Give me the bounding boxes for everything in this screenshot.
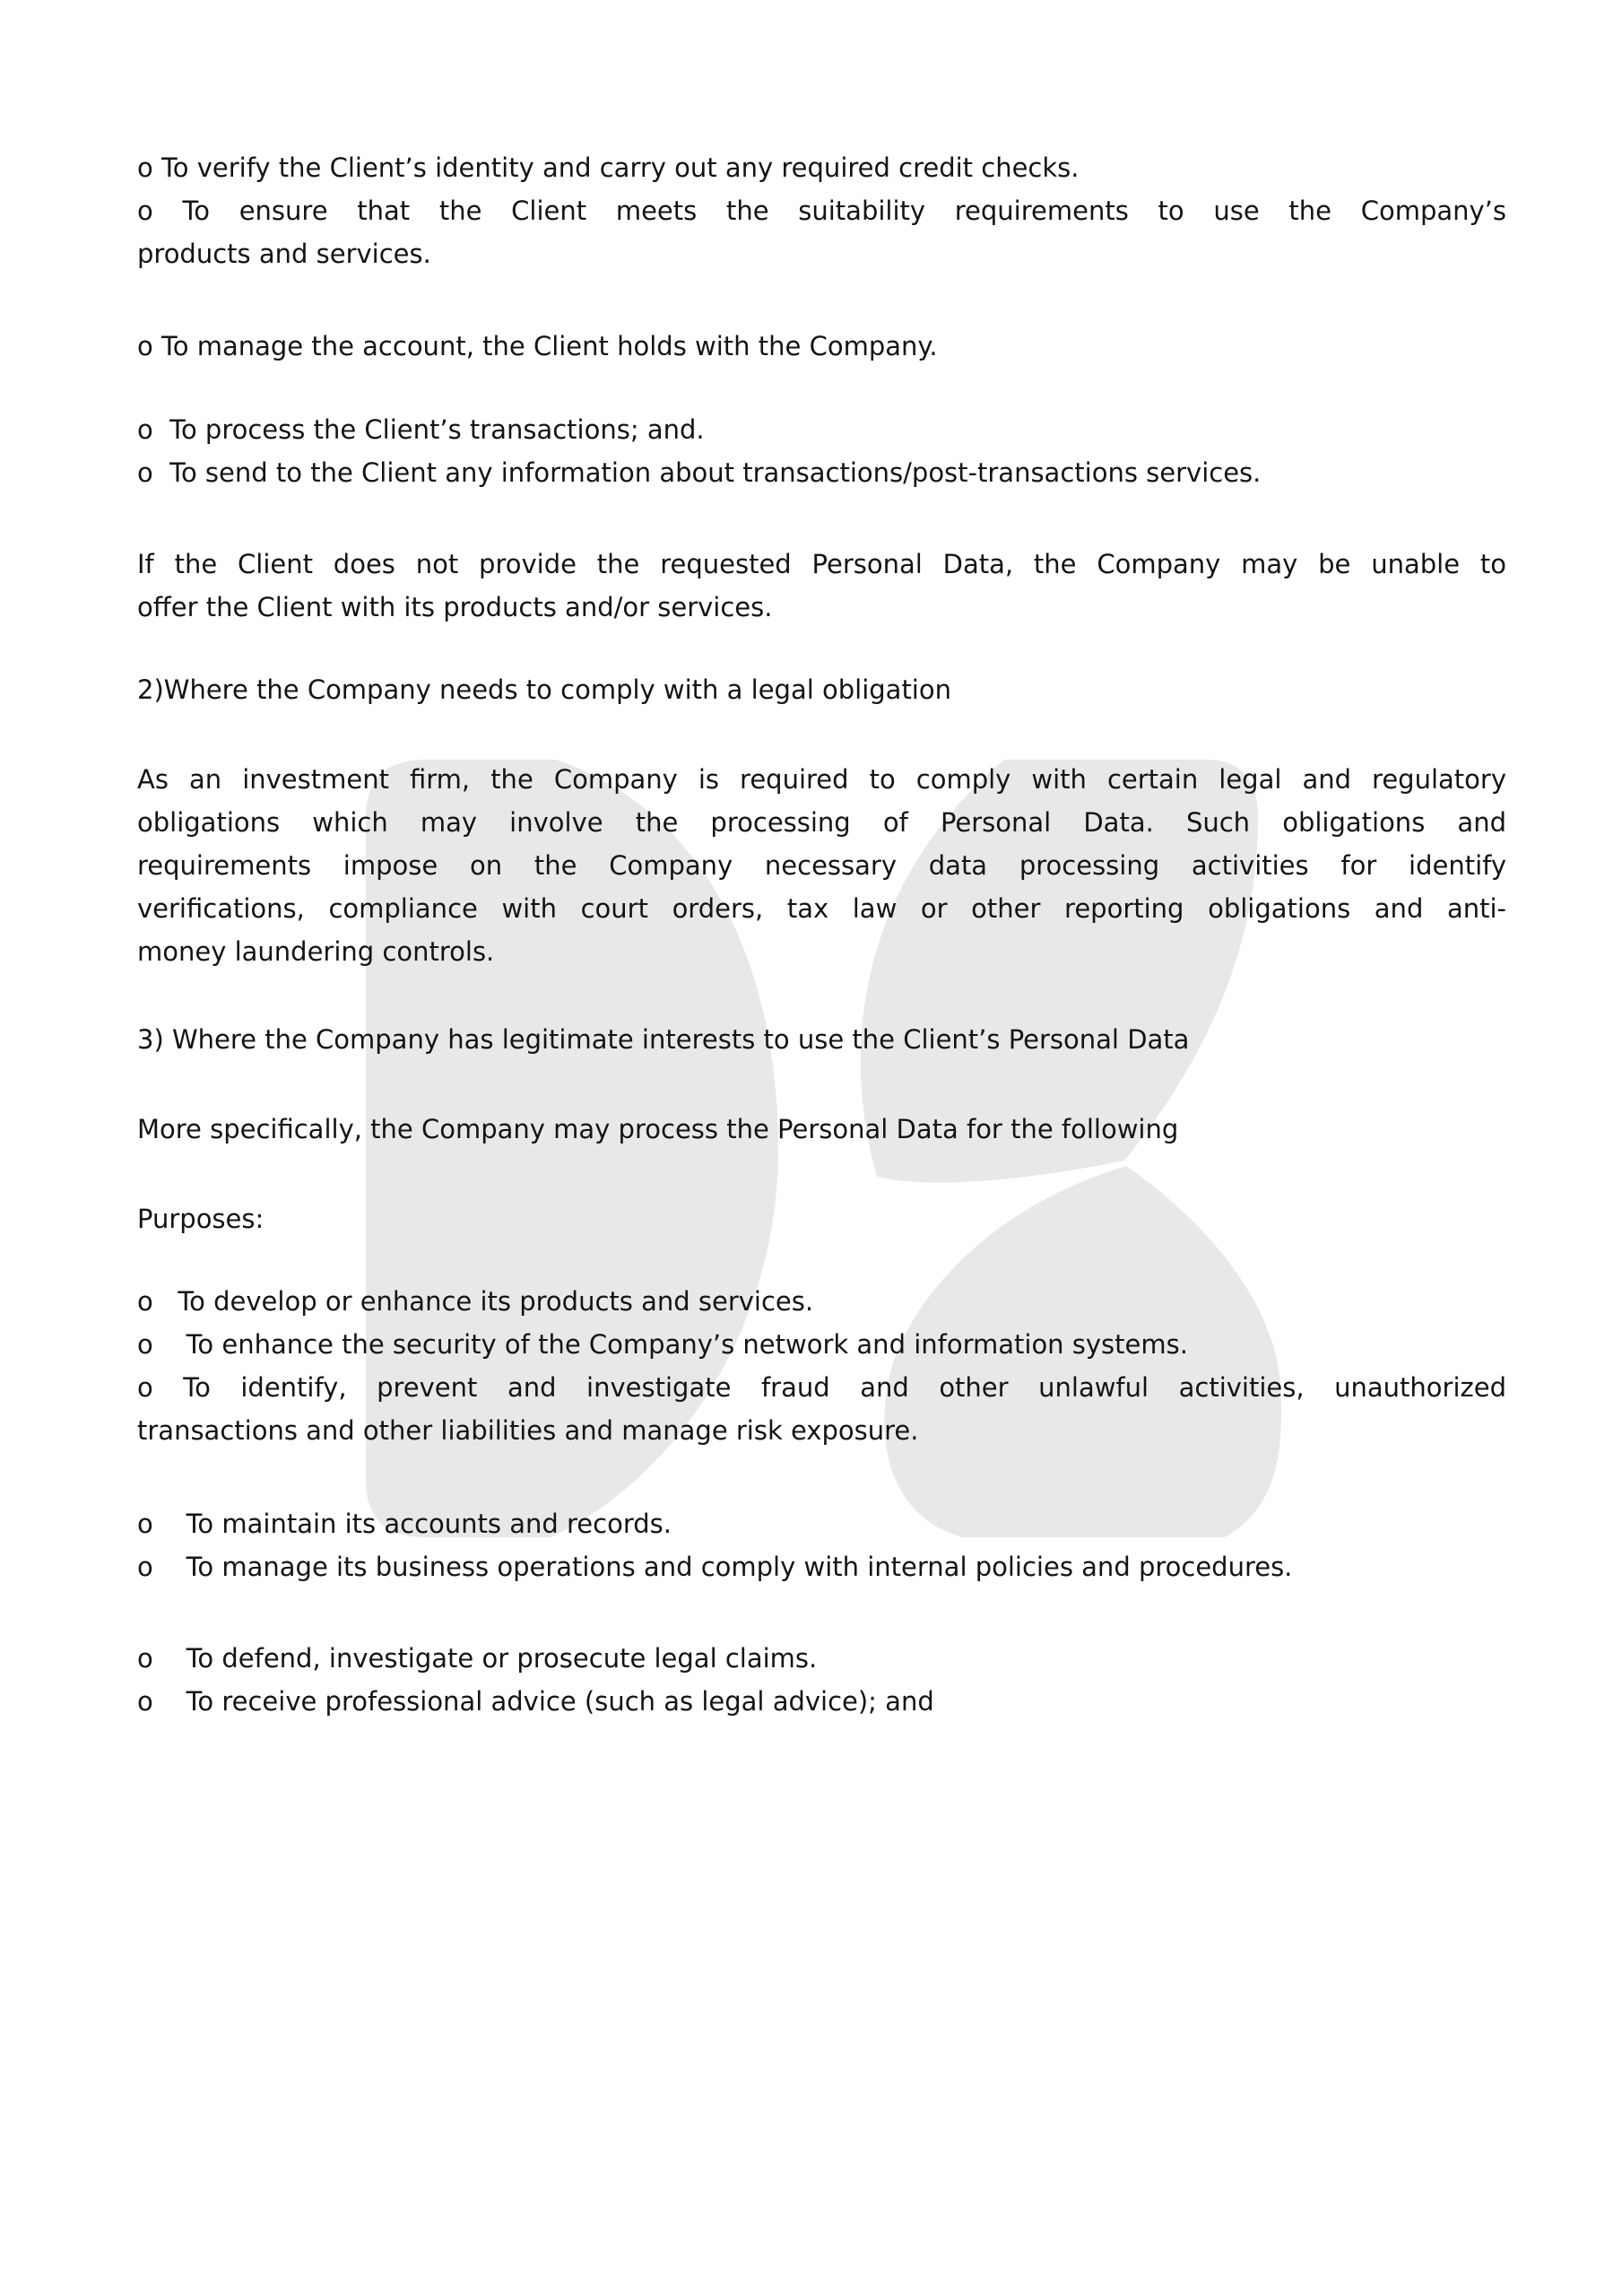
bullet-line: o To manage the account, the Client holds with the Company.: [137, 331, 938, 361]
bullet-line: o To process the Client’s transactions; and.: [137, 414, 705, 445]
paragraph-line: money laundering controls.: [137, 936, 495, 967]
paragraph-line: obligations which may involve the processing of Personal Data. Such obligations and: [137, 807, 1506, 838]
section-heading-line: 3) Where the Company has legitimate interests to use the Client’s Personal Data: [137, 1024, 1190, 1055]
section-heading-line: 2)Where the Company needs to comply with a legal obligation: [137, 674, 951, 705]
bullet-line: o To send to the Client any information about transactions/post-transactions services.: [137, 457, 1262, 488]
bullet-line: o To manage its business operations and comply with internal policies and procedures.: [137, 1552, 1293, 1582]
paragraph-line: verifications, compliance with court orders, tax law or other reporting obligations and anti-: [137, 893, 1506, 924]
bullet-line: o To enhance the security of the Company’s network and information systems.: [137, 1329, 1188, 1360]
paragraph-line: As an investment firm, the Company is required to comply with certain legal and regulatory: [137, 764, 1506, 795]
paragraph-line: requirements impose on the Company necessary data processing activities for identify: [137, 850, 1506, 881]
paragraph-line: Purposes:: [137, 1204, 265, 1234]
paragraph-line: transactions and other liabilities and manage risk exposure.: [137, 1415, 919, 1446]
paragraph-line: products and services.: [137, 239, 431, 269]
paragraph-line: If the Client does not provide the requested Personal Data, the Company may be unable to: [137, 549, 1506, 579]
bullet-line: o To defend, investigate or prosecute legal claims.: [137, 1643, 818, 1674]
paragraph-line: offer the Client with its products and/or services.: [137, 592, 773, 622]
bullet-line: o To ensure that the Client meets the suitability requirements to use the Company’s: [137, 196, 1506, 226]
bullet-line: o To verify the Client’s identity and carry out any required credit checks.: [137, 152, 1080, 183]
bullet-line: o To identify, prevent and investigate fraud and other unlawful activities, unauthorized: [137, 1372, 1506, 1403]
paragraph-line: More specifically, the Company may process the Personal Data for the following: [137, 1114, 1179, 1144]
bullet-line: o To develop or enhance its products and services.: [137, 1286, 814, 1317]
bullet-line: o To maintain its accounts and records.: [137, 1509, 672, 1539]
bullet-line: o To receive professional advice (such as legal advice); and: [137, 1686, 934, 1717]
